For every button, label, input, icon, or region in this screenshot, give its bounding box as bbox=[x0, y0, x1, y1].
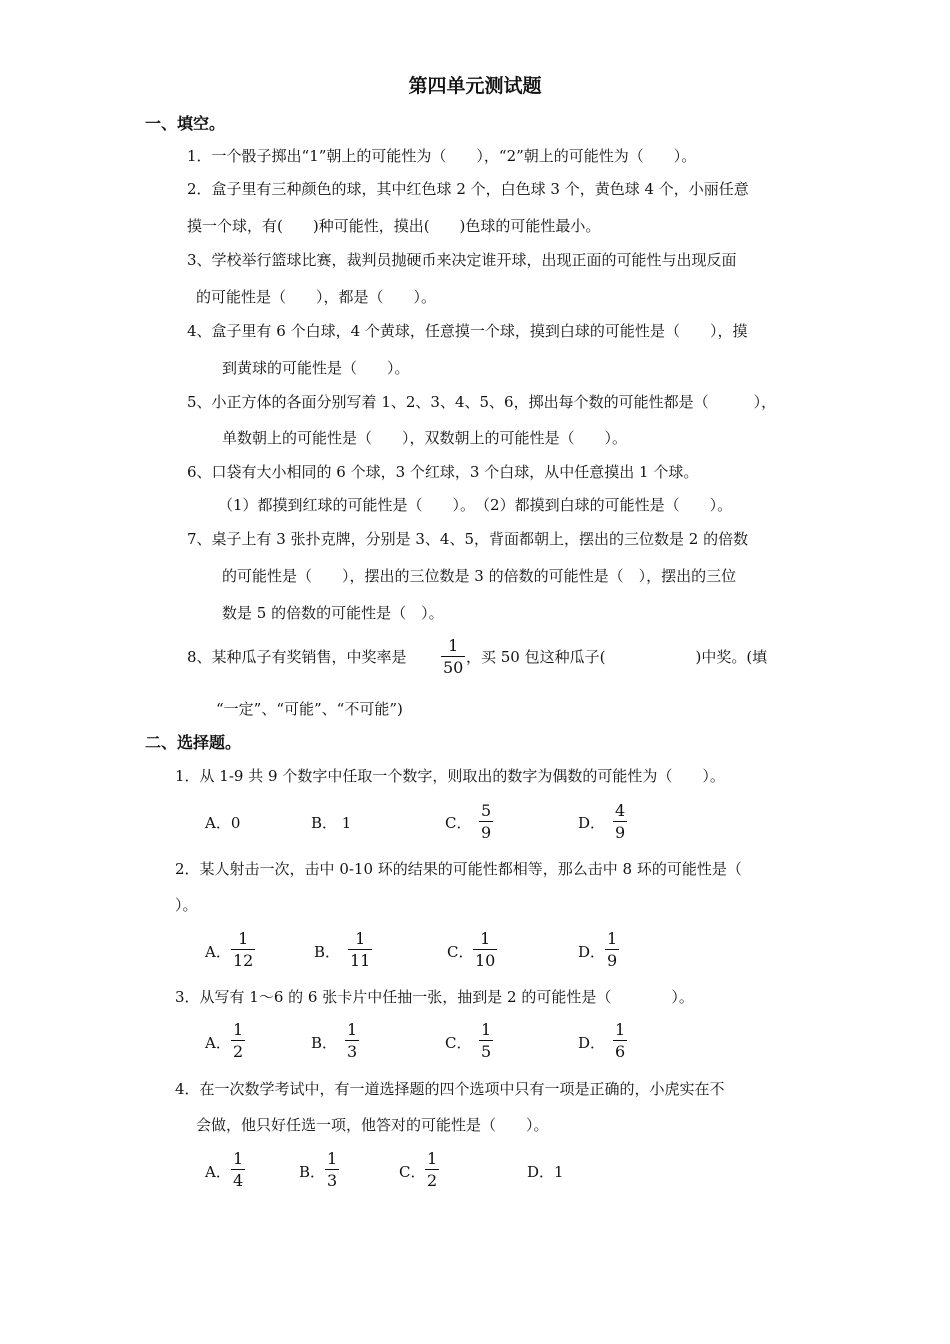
s2-q3-option-d-label: D． bbox=[578, 1034, 606, 1052]
s2-q4-line1: 4．在一次数学考试中，有一道选择题的四个选项中只有一项是正确的，小虎实在不 bbox=[175, 1080, 725, 1098]
s2-q2-option-b-fraction bbox=[348, 929, 372, 970]
s2-q2-option-d-fraction bbox=[605, 929, 619, 970]
s2-q3-option-c-label: C． bbox=[445, 1034, 472, 1052]
s2-q4-option-c-label: C． bbox=[399, 1163, 426, 1181]
s2-q4-option-d: D．1 bbox=[527, 1163, 564, 1181]
fraction-denominator: 3 bbox=[327, 1171, 338, 1190]
s2-q1-option-b: B． 1 bbox=[311, 814, 352, 832]
s2-q1-option-d-label: D． bbox=[578, 814, 606, 832]
section-2-heading: 二、选择题。 bbox=[145, 733, 242, 752]
fraction-numerator: 1 bbox=[347, 1020, 358, 1039]
fraction-bar bbox=[473, 949, 497, 950]
s2-q2-option-c-fraction bbox=[473, 929, 497, 970]
fraction-bar bbox=[325, 1169, 339, 1170]
fraction-numerator: 1 bbox=[607, 929, 618, 948]
s1-q7-line3: 数是 5 的倍数的可能性是（ ）。 bbox=[222, 604, 444, 622]
s1-q3-line1: 3、学校举行篮球比赛，裁判员抛硬币来决定谁开球，出现正面的可能性与出现反面 bbox=[187, 251, 737, 269]
s2-q2-line1: 2．某人射击一次，击中 0-10 环的结果的可能性都相等，那么击中 8 环的可能性是（ bbox=[175, 860, 742, 878]
s2-q3-option-c-fraction bbox=[479, 1020, 493, 1061]
s1-q1: 1．一个骰子掷出“1”朝上的可能性为（ ），“2”朝上的可能性为（ ）。 bbox=[187, 147, 697, 165]
s2-q4-option-a-label: A． bbox=[205, 1163, 231, 1181]
s1-q6-line1: 6、口袋有大小相同的 6 个球，3 个红球，3 个白球，从中任意摸出 1 个球。 bbox=[187, 463, 699, 481]
fraction-denominator: 3 bbox=[347, 1042, 358, 1061]
fraction-numerator: 5 bbox=[481, 801, 492, 820]
fraction-bar bbox=[605, 949, 619, 950]
s2-q3-option-a-label: A． bbox=[205, 1034, 231, 1052]
s2-q1-option-a: A．0 bbox=[205, 814, 241, 832]
fraction-denominator: 9 bbox=[615, 823, 626, 842]
fraction-numerator: 1 bbox=[238, 929, 249, 948]
s2-q4-option-b-fraction bbox=[325, 1149, 339, 1190]
fraction-denominator: 9 bbox=[607, 951, 618, 970]
s1-q5-line1: 5、小正方体的各面分别写着 1、2、3、4、5、6，掷出每个数的可能性都是（ ）， bbox=[187, 393, 777, 411]
s1-q8-post: ，买 50 包这种瓜子( )中奖。(填 bbox=[466, 648, 768, 666]
fraction-bar bbox=[348, 949, 372, 950]
s1-q7-line2: 的可能性是（ ），摆出的三位数是 3 的倍数的可能性是（ ），摆出的三位 bbox=[222, 567, 737, 585]
s1-q7-line1: 7、桌子上有 3 张扑克牌，分别是 3、4、5，背面都朝上，摆出的三位数是 2 的倍数 bbox=[187, 530, 749, 548]
s1-q3-line2: 的可能性是（ ），都是（ ）。 bbox=[196, 288, 437, 306]
fraction-denominator: 6 bbox=[615, 1042, 626, 1061]
fraction-denominator: 10 bbox=[475, 951, 496, 970]
fraction-bar bbox=[479, 1040, 493, 1041]
fraction-denominator: 9 bbox=[481, 823, 492, 842]
s1-q2-line2: 摸一个球，有( )种可能性，摸出( )色球的可能性最小。 bbox=[187, 217, 601, 235]
fraction-numerator: 1 bbox=[615, 1020, 626, 1039]
fraction-denominator: 2 bbox=[427, 1171, 438, 1190]
s1-q4-line1: 4、盒子里有 6 个白球，4 个黄球，任意摸一个球，摸到白球的可能性是（ ），摸 bbox=[187, 322, 748, 340]
s2-q3: 3．从写有 1～6 的 6 张卡片中任抽一张，抽到是 2 的可能性是（ ）。 bbox=[175, 988, 694, 1006]
fraction-numerator: 1 bbox=[327, 1149, 338, 1168]
fraction-numerator: 1 bbox=[355, 929, 366, 948]
fraction-denominator: 4 bbox=[233, 1171, 244, 1190]
s1-q8-fraction bbox=[441, 636, 465, 677]
s2-q4-line2: 会做，他只好任选一项，他答对的可能性是（ ）。 bbox=[196, 1116, 549, 1134]
s2-q2-option-a-fraction bbox=[231, 929, 255, 970]
s2-q4-option-c-fraction bbox=[425, 1149, 439, 1190]
s2-q3-option-d-fraction bbox=[613, 1020, 627, 1061]
s2-q3-option-b-label: B． bbox=[311, 1034, 338, 1052]
fraction-bar bbox=[425, 1169, 439, 1170]
fraction-bar bbox=[231, 1169, 245, 1170]
fraction-numerator: 1 bbox=[480, 929, 491, 948]
s1-q4-line2: 到黄球的可能性是（ ）。 bbox=[222, 359, 410, 377]
s2-q1-option-d-fraction bbox=[613, 801, 627, 842]
fraction-numerator: 1 bbox=[481, 1020, 492, 1039]
s2-q2-option-c-label: C． bbox=[447, 943, 474, 961]
fraction-bar bbox=[441, 656, 465, 657]
s2-q1-option-c-fraction bbox=[479, 801, 493, 842]
fraction-bar bbox=[345, 1040, 359, 1041]
fraction-bar bbox=[231, 949, 255, 950]
s2-q2-option-a-label: A． bbox=[205, 943, 231, 961]
s2-q2-line2: ）。 bbox=[175, 896, 198, 914]
fraction-bar bbox=[613, 821, 627, 822]
s1-q6-line2: （1）都摸到红球的可能性是（ ）。 （2）都摸到白球的可能性是（ ）。 bbox=[218, 496, 733, 514]
fraction-bar bbox=[231, 1040, 245, 1041]
page-title: 第四单元测试题 bbox=[408, 75, 542, 97]
fraction-denominator: 11 bbox=[350, 951, 371, 970]
s2-q4-option-b-label: B． bbox=[299, 1163, 326, 1181]
s2-q3-option-b-fraction bbox=[345, 1020, 359, 1061]
fraction-denominator: 50 bbox=[443, 658, 464, 677]
s1-q8-pre: 8、某种瓜子有奖销售，中奖率是 bbox=[187, 648, 407, 666]
fraction-numerator: 1 bbox=[427, 1149, 438, 1168]
fraction-numerator: 1 bbox=[448, 636, 459, 655]
s1-q5-line2: 单数朝上的可能性是（ ），双数朝上的可能性是（ ）。 bbox=[222, 429, 628, 447]
s2-q1-option-c-label: C． bbox=[445, 814, 472, 832]
fraction-numerator: 1 bbox=[233, 1149, 244, 1168]
fraction-bar bbox=[613, 1040, 627, 1041]
s1-q2-line1: 2．盒子里有三种颜色的球，其中红色球 2 个，白色球 3 个，黄色球 4 个，小丽任意 bbox=[187, 180, 749, 198]
fraction-denominator: 5 bbox=[481, 1042, 492, 1061]
fraction-numerator: 1 bbox=[233, 1020, 244, 1039]
s2-q2-option-b-label: B． bbox=[314, 943, 341, 961]
s2-q4-option-a-fraction bbox=[231, 1149, 245, 1190]
s1-q8-line2: “一定”、“可能”、“不可能”) bbox=[216, 700, 403, 718]
s2-q3-option-a-fraction bbox=[231, 1020, 245, 1061]
s2-q2-option-d-label: D． bbox=[578, 943, 606, 961]
fraction-denominator: 12 bbox=[233, 951, 254, 970]
fraction-numerator: 4 bbox=[615, 801, 626, 820]
fraction-bar bbox=[479, 821, 493, 822]
s2-q1: 1．从 1-9 共 9 个数字中任取一个数字，则取出的数字为偶数的可能性为（ ）。 bbox=[175, 767, 725, 785]
fraction-denominator: 2 bbox=[233, 1042, 244, 1061]
section-1-heading: 一、填空。 bbox=[145, 114, 226, 133]
